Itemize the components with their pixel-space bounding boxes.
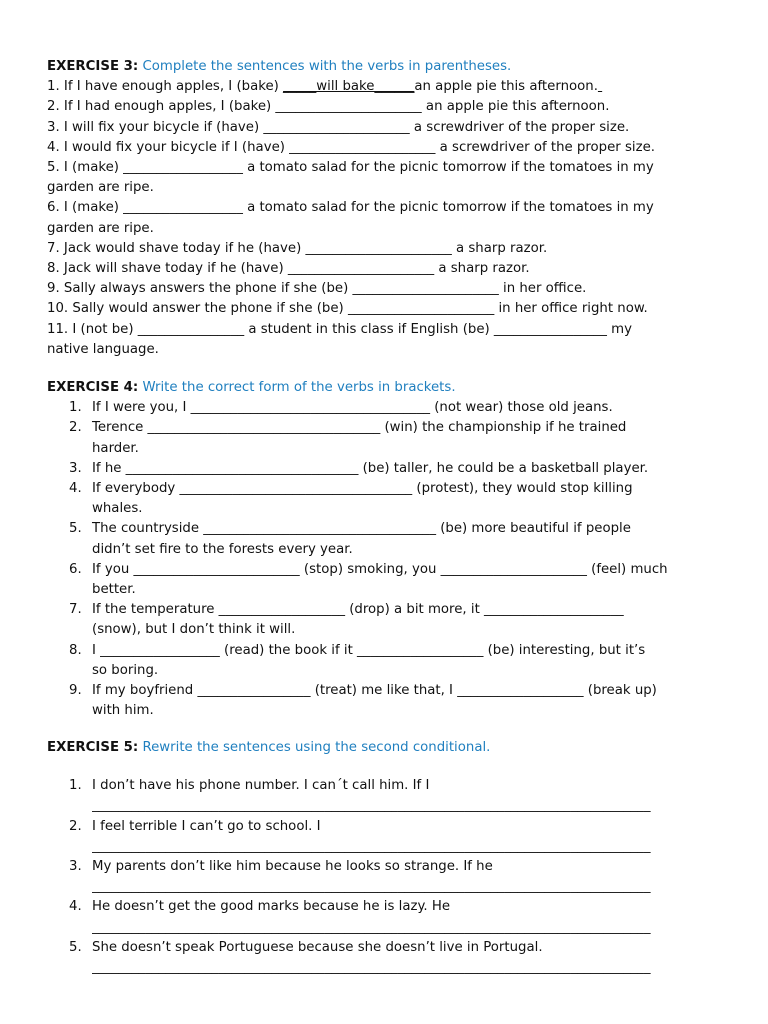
item-text: with him. bbox=[92, 703, 154, 719]
item-number: 8. bbox=[69, 642, 82, 658]
exercise-3-heading bbox=[47, 57, 727, 77]
item-text: If everybody ___________________________________ (protest), they would stop killing bbox=[92, 481, 633, 497]
item-text: whales. bbox=[92, 501, 143, 517]
item-number: 1. bbox=[69, 778, 82, 794]
exercise-3-label: EXERCISE 3: bbox=[47, 59, 139, 74]
exercise-3-line: garden are ripe. bbox=[47, 220, 154, 236]
item-number: 9. bbox=[69, 683, 82, 699]
list-item bbox=[47, 857, 727, 897]
item-text: I __________________ (read) the book if it ___________________ (be) interesting, but it’s bbox=[92, 642, 646, 658]
exercise-4-heading bbox=[47, 378, 727, 398]
item-text: The countryside ___________________________________ (be) more beautiful if people bbox=[92, 521, 631, 537]
answer-line[interactable]: ____________________________________________________________________________________ bbox=[92, 960, 651, 976]
exercise-3-line: 11. I (not be) ________________ a student in this class if English (be) _________________ my bbox=[47, 321, 632, 337]
item-number: 3. bbox=[69, 859, 82, 875]
list-item bbox=[47, 398, 727, 418]
exercise-4-list bbox=[47, 398, 727, 721]
item-number: 2. bbox=[69, 818, 82, 834]
exercise-4-label: EXERCISE 4: bbox=[47, 380, 139, 395]
item-number: 1. bbox=[69, 400, 82, 416]
item-text: so boring. bbox=[92, 662, 159, 678]
exercise-3-line: 8. Jack will shave today if he (have) ______________________ a sharp razor. bbox=[47, 261, 530, 277]
exercise-3-instruction: Complete the sentences with the verbs in parentheses. bbox=[142, 59, 512, 74]
list-item bbox=[47, 479, 727, 519]
item-text: better. bbox=[92, 582, 136, 598]
item-number: 4. bbox=[69, 481, 82, 497]
exercise-3-line: 7. Jack would shave today if he (have) ______________________ a sharp razor. bbox=[47, 240, 548, 256]
item-number: 6. bbox=[69, 561, 82, 577]
exercise-3-line: garden are ripe. bbox=[47, 180, 154, 196]
exercise-3-line bbox=[47, 77, 727, 97]
exercise-5-list bbox=[47, 776, 727, 978]
item-number: 4. bbox=[69, 899, 82, 915]
exercise-3-line: native language. bbox=[47, 341, 159, 357]
line-underline bbox=[598, 79, 602, 94]
list-item bbox=[47, 418, 727, 458]
exercise-3-line: 2. If I had enough apples, I (bake) ______________________ an apple pie this afternoon. bbox=[47, 99, 610, 115]
item-number: 5. bbox=[69, 521, 82, 537]
list-item bbox=[47, 681, 727, 721]
exercise-3-line: 9. Sally always answers the phone if she (be) ______________________ in her office. bbox=[47, 281, 587, 297]
exercise-3-line: 10. Sally would answer the phone if she (be) ______________________ in her office right now. bbox=[47, 301, 648, 317]
exercise-3-line: 5. I (make) __________________ a tomato salad for the picnic tomorrow if the tomatoes in my bbox=[47, 160, 654, 176]
item-text: If he ___________________________________ (be) taller, he could be a basketball player. bbox=[92, 460, 649, 476]
list-item bbox=[47, 817, 727, 857]
exercise-5 bbox=[47, 738, 727, 978]
list-item bbox=[47, 897, 727, 937]
list-item bbox=[47, 641, 727, 681]
item-text: If you _________________________ (stop) smoking, you ______________________ (feel) much bbox=[92, 561, 668, 577]
item-text: didn’t set fire to the forests every year. bbox=[92, 541, 353, 557]
item-text: I don’t have his phone number. I can´t call him. If I bbox=[92, 778, 430, 794]
item-text: If I were you, I ____________________________________ (not wear) those old jeans. bbox=[92, 400, 613, 416]
exercise-3-line: 4. I would fix your bicycle if I (have) ______________________ a screwdriver of the proper size. bbox=[47, 139, 656, 155]
answer-example: _____will bake______ bbox=[283, 79, 415, 95]
item-text: He doesn’t get the good marks because he is lazy. He bbox=[92, 899, 451, 915]
item-text: Terence ___________________________________ (win) the championship if he trained bbox=[92, 420, 627, 436]
answer-line[interactable]: ____________________________________________________________________________________ bbox=[92, 798, 651, 814]
exercise-3-line: 3. I will fix your bicycle if (have) ______________________ a screwdriver of the proper size. bbox=[47, 119, 630, 135]
exercise-4-instruction: Write the correct form of the verbs in brackets. bbox=[142, 380, 456, 395]
item-text: harder. bbox=[92, 440, 139, 456]
list-item bbox=[47, 600, 727, 640]
item-text: If the temperature ___________________ (drop) a bit more, it _____________________ bbox=[92, 602, 624, 618]
item-text: (snow), but I don’t think it will. bbox=[92, 622, 296, 638]
line-text: 1. If I have enough apples, I (bake) bbox=[47, 79, 284, 95]
list-item bbox=[47, 519, 727, 559]
item-number: 5. bbox=[69, 939, 82, 955]
exercise-5-heading bbox=[47, 738, 727, 758]
exercise-4 bbox=[47, 378, 727, 721]
item-number: 2. bbox=[69, 420, 82, 436]
answer-line[interactable]: ____________________________________________________________________________________ bbox=[92, 879, 651, 895]
list-item bbox=[47, 938, 727, 978]
list-item bbox=[47, 776, 727, 816]
line-text: an apple pie this afternoon. bbox=[414, 79, 598, 95]
answer-line[interactable]: ____________________________________________________________________________________ bbox=[92, 838, 651, 854]
exercise-3-line: 6. I (make) __________________ a tomato salad for the picnic tomorrow if the tomatoes in my bbox=[47, 200, 654, 216]
item-number: 3. bbox=[69, 460, 82, 476]
item-text: I feel terrible I can’t go to school. I bbox=[92, 818, 321, 834]
exercise-5-label: EXERCISE 5: bbox=[47, 740, 139, 755]
item-text: She doesn’t speak Portuguese because she doesn’t live in Portugal. bbox=[92, 939, 543, 955]
answer-line[interactable]: ____________________________________________________________________________________ bbox=[92, 919, 651, 935]
exercise-5-instruction: Rewrite the sentences using the second conditional. bbox=[142, 740, 491, 755]
item-number: 7. bbox=[69, 602, 82, 618]
item-text: If my boyfriend _________________ (treat) me like that, I ___________________ (break up) bbox=[92, 683, 657, 699]
list-item bbox=[47, 560, 727, 600]
item-text: My parents don’t like him because he looks so strange. If he bbox=[92, 859, 493, 875]
exercise-3 bbox=[47, 57, 727, 360]
list-item bbox=[47, 459, 727, 479]
